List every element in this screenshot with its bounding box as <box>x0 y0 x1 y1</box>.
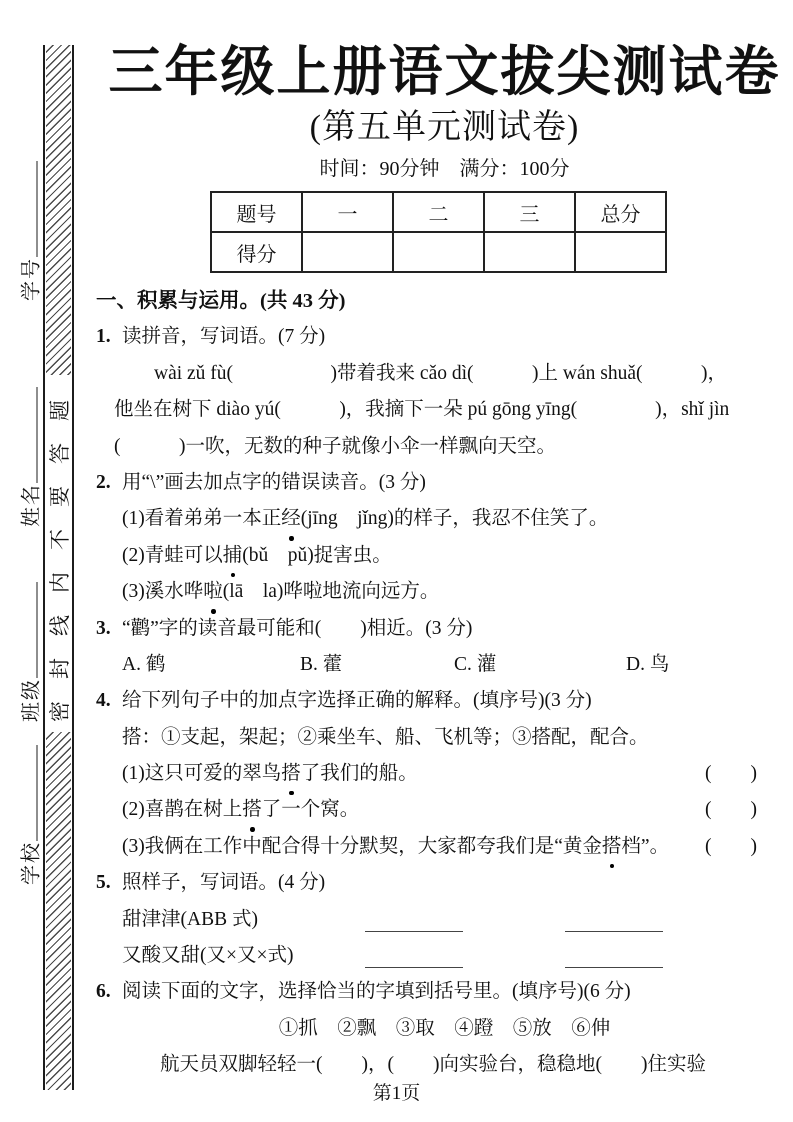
hatch-pattern-bottom <box>46 732 71 1090</box>
score-col-1: 一 <box>302 192 393 232</box>
page-number: 第1页 <box>372 1083 421 1104</box>
q5-row-1-blank-2[interactable] <box>565 905 663 932</box>
q4-item-3-answer-bracket[interactable]: ( ) <box>705 835 757 857</box>
class-field <box>15 582 44 722</box>
q4-definition: 搭：①支起，架起；②乘坐车、船、飞机等；③搭配，配合。 <box>122 726 649 748</box>
student-name-field <box>15 387 44 527</box>
q1-line-3: ( )一吹，无数的种子就像小伞一样飘向天空。 <box>114 435 556 457</box>
school-blank[interactable] <box>33 745 38 841</box>
hatch-pattern-top <box>46 45 71 375</box>
q2-item-3-pre: (3)溪水哗 <box>122 581 204 603</box>
q4-title-row <box>96 683 793 719</box>
section-1-heading: 一、积累与运用。(共 43 分) <box>96 290 346 312</box>
q2-item-3-dotted-char: 啦 <box>203 574 223 610</box>
q2-item-1 <box>96 501 793 537</box>
q6-passage: 航天员双脚轻轻一( )，( )向实验台，稳稳地( )住实验 <box>160 1054 706 1076</box>
score-table-score-row <box>211 232 666 272</box>
q2-item-1-pre: (1)看着弟弟一本正 <box>122 508 282 530</box>
school-field <box>15 745 44 885</box>
q1-title: 读拼音，写词语。(7 分) <box>122 326 326 348</box>
q3-number: 3. <box>96 617 111 639</box>
class-blank[interactable] <box>33 582 38 678</box>
q5-title-row <box>96 865 793 901</box>
student-id-blank[interactable] <box>33 161 38 257</box>
q5-title: 照样子，写词语。(4 分) <box>122 872 326 894</box>
seal-line-band <box>43 45 74 1090</box>
score-row-label: 得分 <box>211 232 302 272</box>
q2-item-2-dotted-char: 捕 <box>223 538 243 574</box>
q4-item-2 <box>96 792 793 828</box>
q4-number: 4. <box>96 690 111 712</box>
q2-number: 2. <box>96 471 111 493</box>
q2-item-3 <box>96 574 793 610</box>
q5-number: 5. <box>96 872 111 894</box>
q2-item-3-post: (lā la)哗啦地流向远方。 <box>222 581 440 603</box>
score-table-header-row <box>211 192 666 232</box>
q5-row-2-blank-2[interactable] <box>565 941 663 968</box>
q4-title: 给下列句子中的加点字选择正确的解释。(填序号)(3 分) <box>122 690 592 712</box>
student-name-label: 姓名 <box>20 483 43 527</box>
q5-row-2-blank-1[interactable] <box>365 941 463 968</box>
q4-item-2-dotted-char: 搭 <box>242 792 262 828</box>
q4-item-3 <box>96 829 793 865</box>
score-col-3: 三 <box>484 192 575 232</box>
q5-row-2 <box>96 938 793 974</box>
q4-item-1-dotted-char: 搭 <box>281 756 301 792</box>
q2-title-row <box>96 465 793 501</box>
q2-item-1-dotted-char: 经 <box>281 501 301 537</box>
q2-item-2-pre: (2)青蛙可以 <box>122 544 223 566</box>
q3-option-b: B. 藿 <box>300 653 343 675</box>
time-score-info: 时间：90分钟 满分：100分 <box>319 158 570 180</box>
q3-title: “鹳”字的读音最可能和( )相近。(3 分) <box>122 617 473 639</box>
q5-row-1-blank-1[interactable] <box>365 905 463 932</box>
paper-title: 三年级上册语文拔尖测试卷 <box>108 42 781 102</box>
q5-row-1 <box>96 902 793 938</box>
score-cell-total[interactable] <box>575 232 666 272</box>
q6-title-row <box>96 974 793 1010</box>
paper-subtitle: (第五单元测试卷) <box>309 109 580 146</box>
q4-item-2-post: 了一个窝。 <box>261 799 360 821</box>
q4-item-1-answer-bracket[interactable]: ( ) <box>705 763 757 785</box>
score-cell-3[interactable] <box>484 232 575 272</box>
q4-item-3-pre: (3)我俩在工作中配合得十分默契，大家都夸我们是“黄金 <box>122 835 602 857</box>
q6-number: 6. <box>96 981 111 1003</box>
school-label: 学校 <box>20 841 43 885</box>
q2-item-2 <box>96 538 793 574</box>
q6-title: 阅读下面的文字，选择恰当的字填到括号里。(填序号)(6 分) <box>122 981 631 1003</box>
q4-item-1 <box>96 756 793 792</box>
score-col-2: 二 <box>393 192 484 232</box>
class-label: 班级 <box>20 678 43 722</box>
q3-options-row <box>96 647 793 683</box>
q4-item-2-answer-bracket[interactable]: ( ) <box>705 799 757 821</box>
q5-example-2: 又酸又甜(又×又×式) <box>122 945 294 967</box>
q4-item-3-dotted-char: 搭 <box>602 829 622 865</box>
student-name-blank[interactable] <box>33 387 38 483</box>
score-col-label: 题号 <box>211 192 302 232</box>
q5-example-1: 甜津津(ABB 式) <box>122 908 258 930</box>
q4-item-1-pre: (1)这只可爱的翠鸟 <box>122 763 282 785</box>
q3-option-a: A. 鹤 <box>122 653 166 675</box>
q3-title-row <box>96 611 793 647</box>
score-table <box>210 191 667 273</box>
score-cell-1[interactable] <box>302 232 393 272</box>
seal-line-text: 密封线内不要答题 <box>47 378 72 722</box>
q6-choices: ①抓 ②飘 ③取 ④蹬 ⑤放 ⑥伸 <box>278 1017 611 1039</box>
student-id-field <box>15 161 44 301</box>
q2-item-2-post: (bǔ pǔ)捉害虫。 <box>242 544 392 566</box>
q1-line-2: 他坐在树下 diào yú( )，我摘下一朵 pú gōng yīng( )，shǐ jìn <box>114 399 730 421</box>
q3-option-c: C. 灌 <box>454 653 497 675</box>
q4-item-1-post: 了我们的船。 <box>300 763 418 785</box>
score-col-total: 总分 <box>575 192 666 232</box>
header-area <box>96 40 793 273</box>
score-cell-2[interactable] <box>393 232 484 272</box>
question-area <box>96 283 793 1084</box>
q1-line-1: wài zǔ fù( )带着我来 cǎo dì( )上 wán shuǎ( )， <box>154 362 727 384</box>
q2-item-1-post: (jīng jǐng)的样子，我忍不住笑了。 <box>300 508 609 530</box>
q4-item-2-pre: (2)喜鹊在树上 <box>122 799 243 821</box>
student-id-label: 学号 <box>20 257 43 301</box>
q4-item-3-post: 档”。 <box>621 835 670 857</box>
q1-title-row <box>96 319 793 355</box>
q3-option-d: D. 鸟 <box>626 653 670 675</box>
q2-title: 用“\”画去加点字的错误读音。(3 分) <box>122 471 426 493</box>
q1-number: 1. <box>96 326 111 348</box>
